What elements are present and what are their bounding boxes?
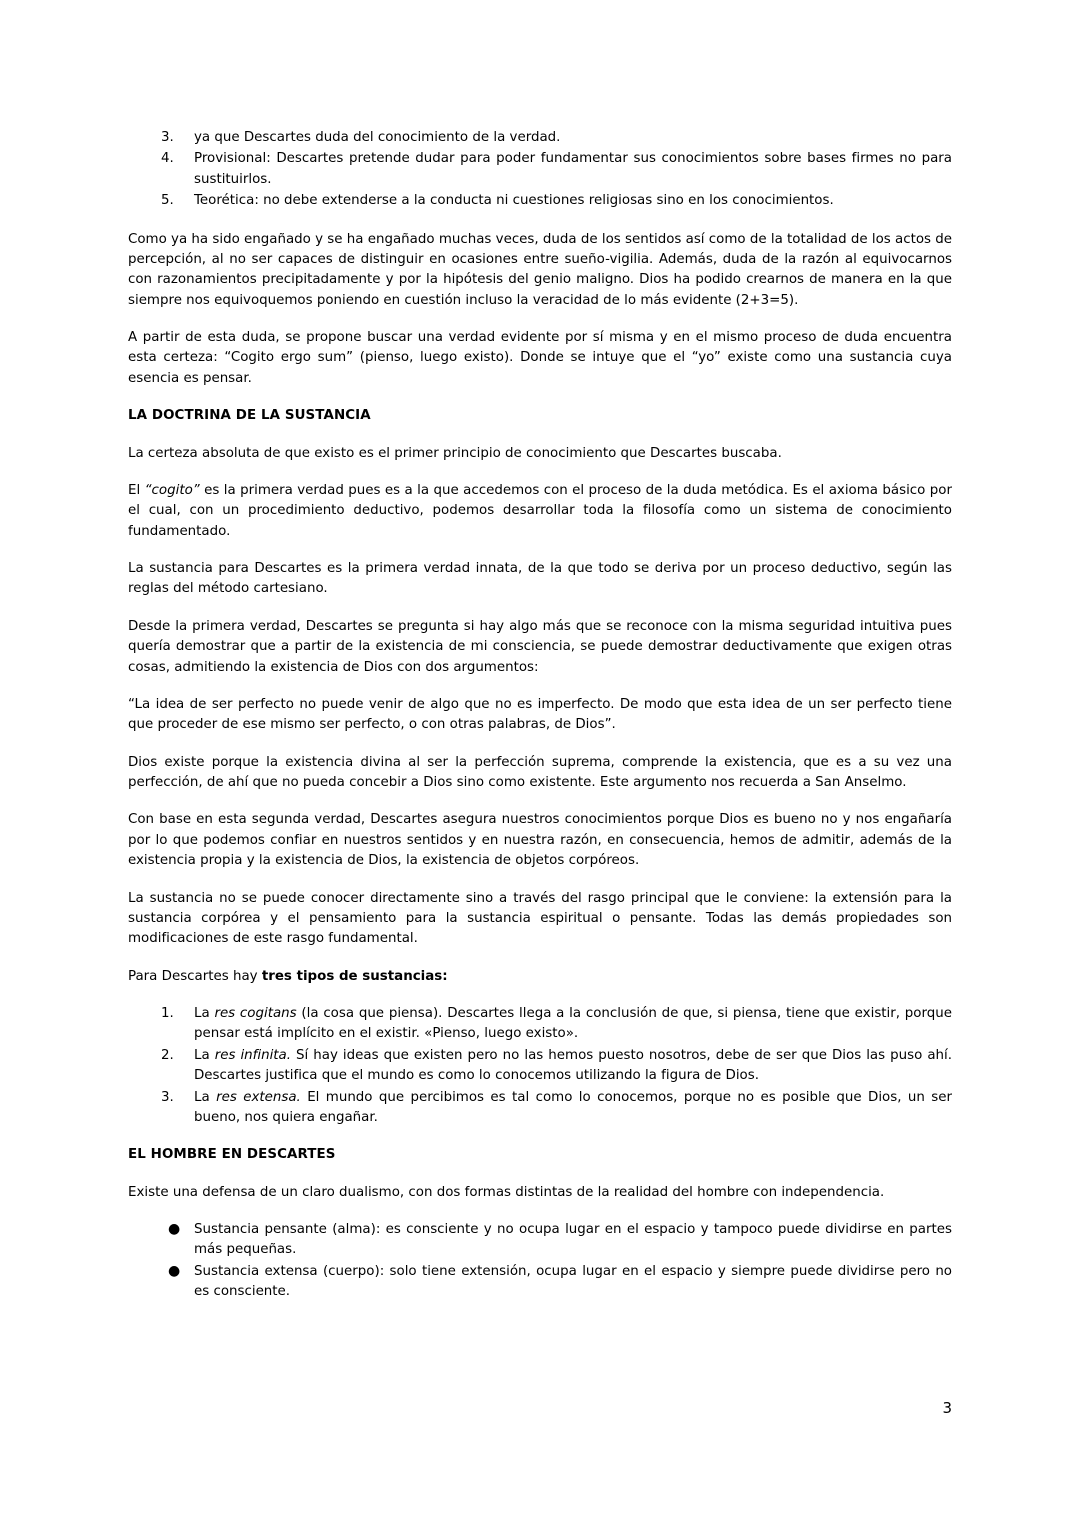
paragraph-cogito-ergo-sum: A partir de esta duda, se propone buscar una verdad evidente por sí misma y en el mismo proceso de duda encuentra esta certeza: “Cogito ergo sum” (pienso, luego existo). Donde se intuye que el “yo” existe como una sustancia cuya esencia es pensar. bbox=[128, 330, 952, 386]
list-item-suffix: (la cosa que piensa). Descartes llega a la conclusión de que, si piensa, tiene que existir, porque pensar está implícito en el existir. «Pienso, luego existo». bbox=[194, 1006, 952, 1042]
list-item-text: ya que Descartes duda del conocimiento de la verdad. bbox=[194, 130, 561, 145]
list-item-number: 1. bbox=[161, 1006, 174, 1021]
list-item-number: 2. bbox=[161, 1047, 174, 1063]
paragraph-idea-ser-perfecto: “La idea de ser perfecto no puede venir de algo que no es imperfecto. De modo que esta idea de un ser perfecto tiene que proceder de ese mismo ser perfecto, o con otras palabras, de Dios”. bbox=[128, 696, 952, 733]
bullet-icon: ● bbox=[168, 1221, 181, 1237]
top-numbered-list bbox=[128, 128, 952, 212]
tres-tipos-prefix: Para Descartes hay bbox=[128, 968, 262, 984]
paragraph-rasgo-principal: La sustancia no se puede conocer directamente sino a través del rasgo principal que le conviene: la extensión para la sustancia corpórea y el pensamiento para la sustancia espiritual o pensante. Todas las demás propiedades son modificaciones de este rasgo fundamental. bbox=[128, 890, 952, 947]
list-item bbox=[128, 1220, 952, 1261]
list-item-number: 4. bbox=[161, 151, 174, 167]
list-item-text: Sustancia pensante (alma): es consciente y no ocupa lugar en el espacio y tampoco puede dividirse en partes más pequeñas. bbox=[194, 1222, 952, 1258]
list-item-number: 5. bbox=[161, 193, 174, 209]
heading-hombre-descartes: EL HOMBRE EN DESCARTES bbox=[128, 1147, 336, 1163]
list-item-suffix: Sí hay ideas que existen pero no las hemos puesto nosotros, debe de ser que Dios las puso ahí. Descartes justifica que el mundo es como lo conocemos utilizando la figura de Dios. bbox=[194, 1047, 952, 1084]
paragraph-dualismo: Existe una defensa de un claro dualismo, con dos formas distintas de la realidad del hombre con independencia. bbox=[128, 1184, 885, 1200]
list-item-number: 3. bbox=[161, 130, 174, 145]
list-item-prefix: La bbox=[194, 1006, 215, 1021]
cogito-italic: “cogito” bbox=[144, 482, 200, 498]
list-item-suffix: El mundo que percibimos es tal como lo conocemos, porque no es posible que Dios, un ser bueno, nos quiera engañar. bbox=[194, 1089, 952, 1125]
list-item-prefix: La bbox=[194, 1047, 215, 1063]
tres-tipos-bold: tres tipos de sustancias: bbox=[261, 968, 448, 984]
list-item-text: Sustancia extensa (cuerpo): solo tiene extensión, ocupa lugar en el espacio y siempre puede dividirse pero no es consciente. bbox=[194, 1263, 952, 1300]
list-item-italic: res infinita. bbox=[214, 1047, 292, 1063]
cogito-suffix: es la primera verdad pues es a la que accedemos con el proceso de la duda metódica. Es el axioma básico por el cual, con un procedimiento deductivo, podemos desarrollar toda la filosofía como un sistema de conocimiento fundamentado. bbox=[128, 482, 952, 539]
list-item-prefix: La bbox=[194, 1089, 217, 1105]
list-item bbox=[128, 1004, 952, 1045]
document-content bbox=[128, 128, 952, 1303]
paragraph-certeza-absoluta: La certeza absoluta de que existo es el primer principio de conocimiento que Descartes buscaba. bbox=[128, 445, 782, 461]
paragraph-cogito-axioma bbox=[128, 481, 952, 542]
list-item-italic: res cogitans bbox=[214, 1006, 297, 1021]
list-item bbox=[128, 128, 952, 148]
list-item-italic: res extensa. bbox=[216, 1089, 301, 1105]
paragraph-dios-existe: Dios existe porque la existencia divina al ser la perfección suprema, comprende la existencia, que es a su vez una perfección, de ahí que no pueda concebir a Dios sino como existente. Este argumento nos recuerda a San Anselmo. bbox=[128, 754, 952, 790]
list-item bbox=[128, 1088, 952, 1129]
paragraph-duda-sentidos: Como ya ha sido engañado y se ha engañado muchas veces, duda de los sentidos así como de la totalidad de los actos de percepción, al no ser capaces de distinguir en ocasiones entre sueño-vigilia. Además, duda de la razón al equivocarnos con razonamientos precipitadamente y por la hipótesis del genio maligno. Dios ha podido crearnos de manera en la que siempre nos equivoquemos poniendo en cuestión incluso la veracidad de lo más evidente (2+3=5). bbox=[128, 231, 952, 308]
paragraph-tres-tipos-intro bbox=[128, 967, 952, 987]
list-item-number: 3. bbox=[161, 1089, 174, 1105]
bullet-icon: ● bbox=[168, 1262, 181, 1279]
list-item bbox=[128, 191, 952, 211]
sustancias-numbered-list bbox=[128, 1004, 952, 1128]
cogito-prefix: El bbox=[128, 482, 145, 498]
list-item bbox=[128, 1262, 952, 1303]
list-item bbox=[128, 149, 952, 190]
paragraph-sustancia-verdad-innata: La sustancia para Descartes es la primera verdad innata, de la que todo se deriva por un proceso deductivo, según las reglas del método cartesiano. bbox=[128, 561, 952, 597]
heading-doctrina-sustancia: LA DOCTRINA DE LA SUSTANCIA bbox=[128, 408, 371, 424]
paragraph-primera-verdad: Desde la primera verdad, Descartes se pregunta si hay algo más que se reconoce con la misma seguridad intuitiva pues quería demostrar que a partir de la existencia de mi consciencia, se puede demostrar deductivamente que exigen otras cosas, admitiendo la existencia de Dios con dos argumentos: bbox=[128, 618, 952, 675]
page-number: 3 bbox=[942, 1399, 952, 1417]
paragraph-segunda-verdad: Con base en esta segunda verdad, Descartes asegura nuestros conocimientos porque Dios es bueno no y nos engañaría por lo que podemos confiar en nuestros sentidos y en nuestra razón, en consecuencia, hemos de admitir, además de la existencia propia y la existencia de Dios, la existencia de objetos corpóreos. bbox=[128, 812, 952, 869]
list-item-text: Provisional: Descartes pretende dudar para poder fundamentar sus conocimientos sobre bases firmes no para sustituirlos. bbox=[194, 151, 952, 187]
list-item bbox=[128, 1046, 952, 1087]
list-item-text: Teorética: no debe extenderse a la conducta ni cuestiones religiosas sino en los conocimientos. bbox=[194, 193, 834, 209]
hombre-bullet-list bbox=[128, 1220, 952, 1303]
